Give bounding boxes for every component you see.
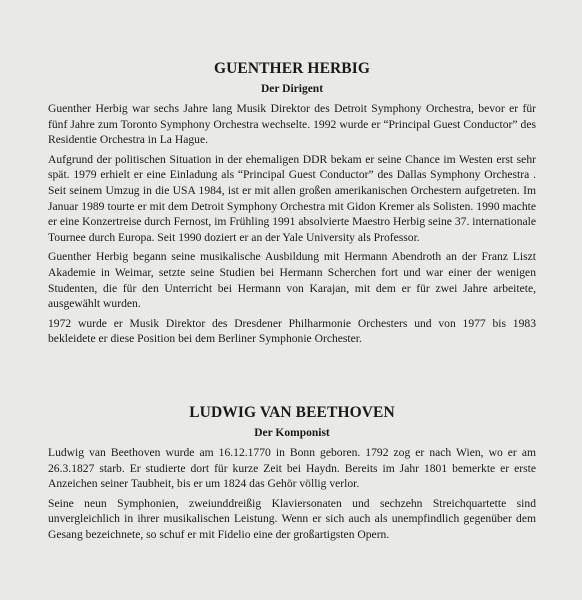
paragraph: 1972 wurde er Musik Direktor des Dresdener Philharmonie Orchesters und von 1977 bis 1983 bekleidete er diese Position bei dem Berliner Symphonie Orchester. [48, 316, 536, 346]
paragraph: Ludwig van Beethoven wurde am 16.12.1770 in Bonn geboren. 1792 zog er nach Wien, wo er am 26.3.1827 starb. Er studierte dort für kurze Zeit bei Haydn. Bereits im Jahr 1801 bemerkte er erste Anzeichen seiner Taubheit, bis er um 1824 das Gehör völlig verlor. [48, 446, 536, 491]
paragraph: Guenther Herbig begann seine musikalische Ausbildung mit Hermann Abendroth an der Franz Liszt Akademie in Weimar, setzte seine Studien bei Hermann Scherchen fort und war einer der wenigen Studenten, die für den Unterricht bei Hermann von Karajan, mit dem er für zwei Jahre arbeitete, ausgewählt wurden. [48, 250, 536, 311]
section-beethoven [48, 404, 536, 547]
paragraph: Aufgrund der politischen Situation in der ehemaligen DDR bekam er seine Chance im Westen erst sehr spät. 1979 erhielt er eine Einladung als “Principal Guest Conductor” des Dallas Symphony Orchestra . Seit seinem Umzug in die USA 1984, ist er mit allen großen amerikanischen Orchestern aufgetreten. Im Januar 1989 tourte er mit dem Detroit Symphony Orchestra mit Gidon Kremer als Solisten. 1990 machte er eine Konzertreise durch Fernost, im Frühling 1991 absolvierte Maestro Herbig seine 37. internationale Tournee durch Europa. Seit 1990 doziert er an der Yale University als Professor. [48, 152, 536, 244]
paragraph: Seine neun Symphonien, zweiunddreißig Klaviersonaten und sechzehn Streichquartette sind unvergleichlich in ihrer musikalischen Leistung. Wenn er sich auch als unempfindlich gegenüber dem Gesang bezeichnete, so schuf er mit Fidelio eine der großartigsten Opern. [48, 496, 536, 541]
section-title: LUDWIG VAN BEETHOVEN [189, 404, 395, 421]
section-subtitle: Der Dirigent [260, 83, 324, 95]
section-subtitle: Der Komponist [254, 427, 330, 439]
section-herbig [48, 60, 536, 351]
paragraph: Guenther Herbig war sechs Jahre lang Musik Direktor des Detroit Symphony Orchestra, bevor er für fünf Jahre zum Toronto Symphony Orchestra wechselte. 1992 wurde er “Principal Guest Conductor” des Residentie Orchestra in La Hague. [48, 102, 536, 147]
section-title: GUENTHER HERBIG [213, 60, 371, 77]
